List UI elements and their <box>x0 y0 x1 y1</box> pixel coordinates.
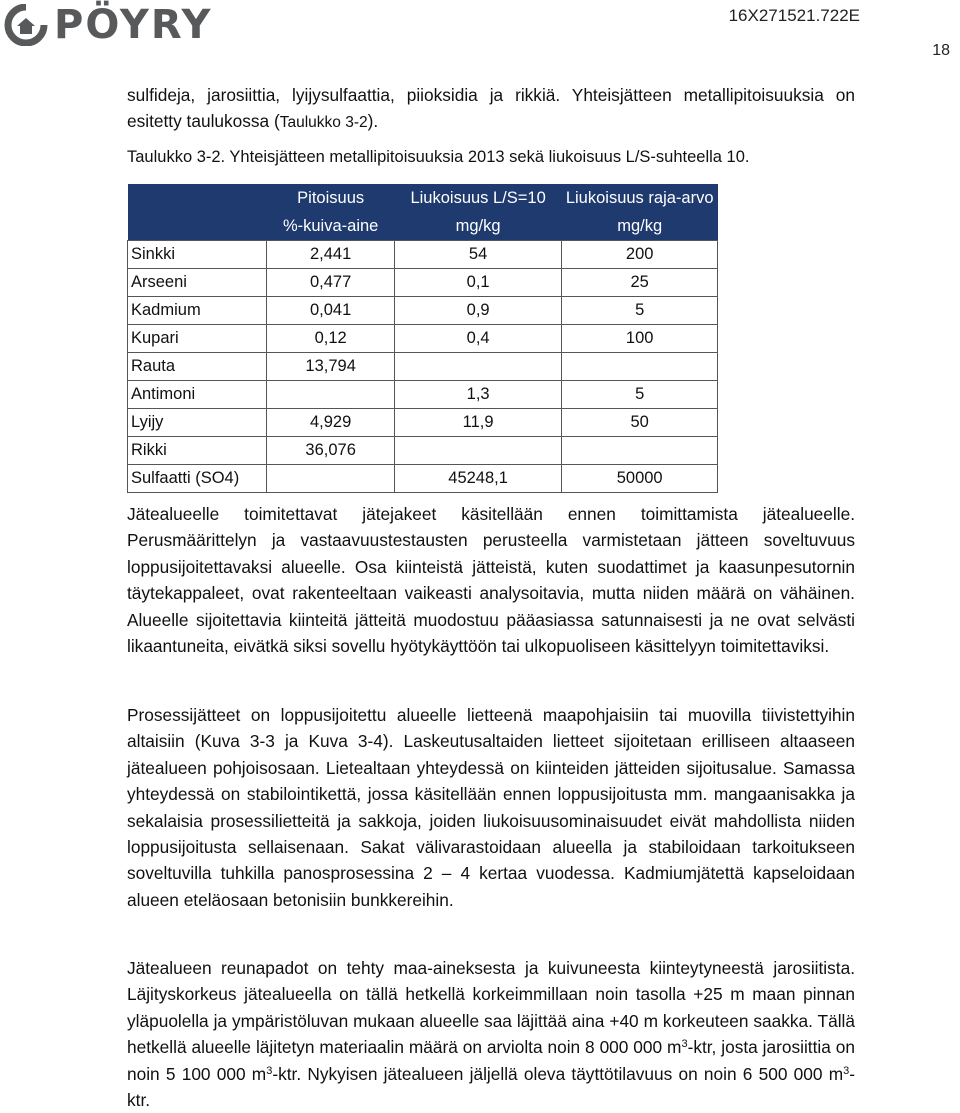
cell-liukoisuus <box>394 353 561 381</box>
cell-pitoisuus: 0,041 <box>267 297 394 325</box>
cell-liukoisuus: 45248,1 <box>394 465 561 493</box>
cell-pitoisuus: 36,076 <box>267 437 394 465</box>
table-reference-link[interactable]: Taulukko 3-2 <box>279 114 368 132</box>
cell-raja-arvo: 100 <box>562 325 718 353</box>
header-cell: Liukoisuus raja-arvo <box>562 184 718 212</box>
paragraph-block-1 <box>127 501 855 659</box>
cell-liukoisuus: 0,4 <box>394 325 561 353</box>
row-label: Rikki <box>128 437 267 465</box>
cell-pitoisuus: 2,441 <box>267 241 394 269</box>
paragraph-block-3 <box>127 955 855 1113</box>
header-cell: mg/kg <box>394 212 561 241</box>
row-label: Sinkki <box>128 241 267 269</box>
intro-text-end: ). <box>367 111 379 132</box>
paragraph-text: -ktr. Nykyisen jätealueen jäljellä oleva täyttötilavuus on noin 6 500 000 m <box>272 1063 844 1084</box>
table-header-row-1 <box>128 184 718 212</box>
superscript: 3 <box>843 1064 850 1077</box>
intro-block <box>127 82 855 137</box>
table-caption: Taulukko 3-2. Yhteisjätteen metallipitoisuuksia 2013 sekä liukoisuus L/S-suhteella 10. <box>127 148 750 166</box>
paragraph <box>127 955 855 1113</box>
cell-raja-arvo: 200 <box>562 241 718 269</box>
poyry-logo-icon <box>4 4 48 46</box>
document-code: 16X271521.722E <box>728 6 860 25</box>
cell-pitoisuus: 4,929 <box>267 409 394 437</box>
page-number: 18 <box>932 42 950 59</box>
cell-raja-arvo <box>562 353 718 381</box>
row-label: Lyijy <box>128 409 267 437</box>
metal-content-table <box>127 184 718 493</box>
company-logo <box>4 4 212 46</box>
row-label: Kadmium <box>128 297 267 325</box>
header-cell <box>128 212 267 241</box>
table-row <box>128 381 718 409</box>
table-row <box>128 241 718 269</box>
header-cell <box>128 184 267 212</box>
paragraph-block-2 <box>127 702 855 913</box>
table-row <box>128 409 718 437</box>
row-label: Kupari <box>128 325 267 353</box>
table-row <box>128 353 718 381</box>
cell-raja-arvo: 5 <box>562 381 718 409</box>
cell-raja-arvo: 50000 <box>562 465 718 493</box>
cell-raja-arvo <box>562 437 718 465</box>
header-cell: %-kuiva-aine <box>267 212 394 241</box>
cell-raja-arvo: 50 <box>562 409 718 437</box>
row-label: Rauta <box>128 353 267 381</box>
caption-block <box>127 148 855 167</box>
superscript: 3 <box>266 1064 273 1077</box>
paragraph: Jätealueelle toimitettavat jätejakeet käsitellään ennen toimittamista jätealueelle. Perusmäärittelyn ja vastaavuustestausten perusteella varmistetaan jätteen soveltuvuus loppusijoitettavaksi alueelle. Osa kiinteistä jätteistä, kuten suodattimet ja kaasunpesutornin täytekappaleet, ovat rakenteeltaan vaikeasti analysoitavia, mutta niiden määrä on vähäinen. Alueelle sijoitettavia kiinteitä jätteitä muodostuu pääasiassa satunnaisesti ja ne ovat selvästi likaantuneita, eivätkä siksi sovellu hyötykäyttöön tai ulkopuoliseen käsittelyyn toimitettaviksi. <box>127 504 855 657</box>
cell-liukoisuus: 1,3 <box>394 381 561 409</box>
superscript: 3 <box>681 1038 688 1051</box>
paragraph-text: Jätealueen reunapadot on tehty maa-aineksesta ja kuivuneesta kiinteytyneestä jarosiitista. Läjityskorkeus jätealueella on tällä hetkellä korkeimmillaan noin tasolla +25 m maan pinnan yläpuolella ja ympäristöluvan mukaan alueelle saa läjittää aina +40 m korkeuteen saakka. Tällä hetkellä alueelle läjitetyn materiaalin määrä on arviolta noin 8 000 000 m <box>127 958 855 1058</box>
intro-text: sulfideja, jarosiittia, lyijysulfaattia, piioksidia ja rikkiä. Yhteisjätteen metallipitoisuuksia on esitetty taulukossa ( <box>127 85 855 132</box>
cell-liukoisuus: 0,9 <box>394 297 561 325</box>
cell-raja-arvo: 25 <box>562 269 718 297</box>
paragraph-text: -ktr. <box>127 1063 855 1111</box>
table-row <box>128 437 718 465</box>
table-row <box>128 269 718 297</box>
paragraph-text: -ktr, josta jarosiittia on noin 5 100 000 m <box>127 1037 855 1084</box>
table-row <box>128 325 718 353</box>
cell-pitoisuus <box>267 381 394 409</box>
table-header-row-2 <box>128 212 718 241</box>
header-cell: mg/kg <box>562 212 718 241</box>
row-label: Antimoni <box>128 381 267 409</box>
header-cell: Liukoisuus L/S=10 <box>394 184 561 212</box>
cell-pitoisuus: 0,477 <box>267 269 394 297</box>
table-row <box>128 465 718 493</box>
logo-text: PÖYRY <box>54 2 213 48</box>
cell-pitoisuus <box>267 465 394 493</box>
row-label: Sulfaatti (SO4) <box>128 465 267 493</box>
paragraph: Prosessijätteet on loppusijoitettu alueelle lietteenä maapohjaisiin tai muovilla tiivistettyihin altaisiin (Kuva 3-3 ja Kuva 3-4). Laskeutusaltaiden lietteet sijoitetaan erilliseen altaaseen jätealueen pohjoisosaan. Lietealtaan yhteydessä on kiinteiden jätteiden sijoitusalue. Samassa yhteydessä on stabilointikettä, jossa käsitellään ennen loppusijoitusta mm. mangaanisakka ja sekalaisia prosessilietteitä ja sakkoja, joiden liukoisuusominaisuudet eivät mahdollista niiden loppusijoitusta sellaisenaan. Sakat välivarastoidaan alueella ja stabiloidaan tarkoitukseen soveltuvilla tuhkilla panosprosessina 2 – 4 kertaa vuodessa. Kadmiumjätettä kapseloidaan alueen eteläosaan betonisiin bunkkereihin. <box>127 705 855 910</box>
cell-pitoisuus: 13,794 <box>267 353 394 381</box>
row-label: Arseeni <box>128 269 267 297</box>
table-row <box>128 297 718 325</box>
cell-liukoisuus: 54 <box>394 241 561 269</box>
cell-liukoisuus <box>394 437 561 465</box>
intro-paragraph <box>127 82 855 137</box>
header-cell: Pitoisuus <box>267 184 394 212</box>
cell-pitoisuus: 0,12 <box>267 325 394 353</box>
cell-liukoisuus: 0,1 <box>394 269 561 297</box>
cell-liukoisuus: 11,9 <box>394 409 561 437</box>
cell-raja-arvo: 5 <box>562 297 718 325</box>
